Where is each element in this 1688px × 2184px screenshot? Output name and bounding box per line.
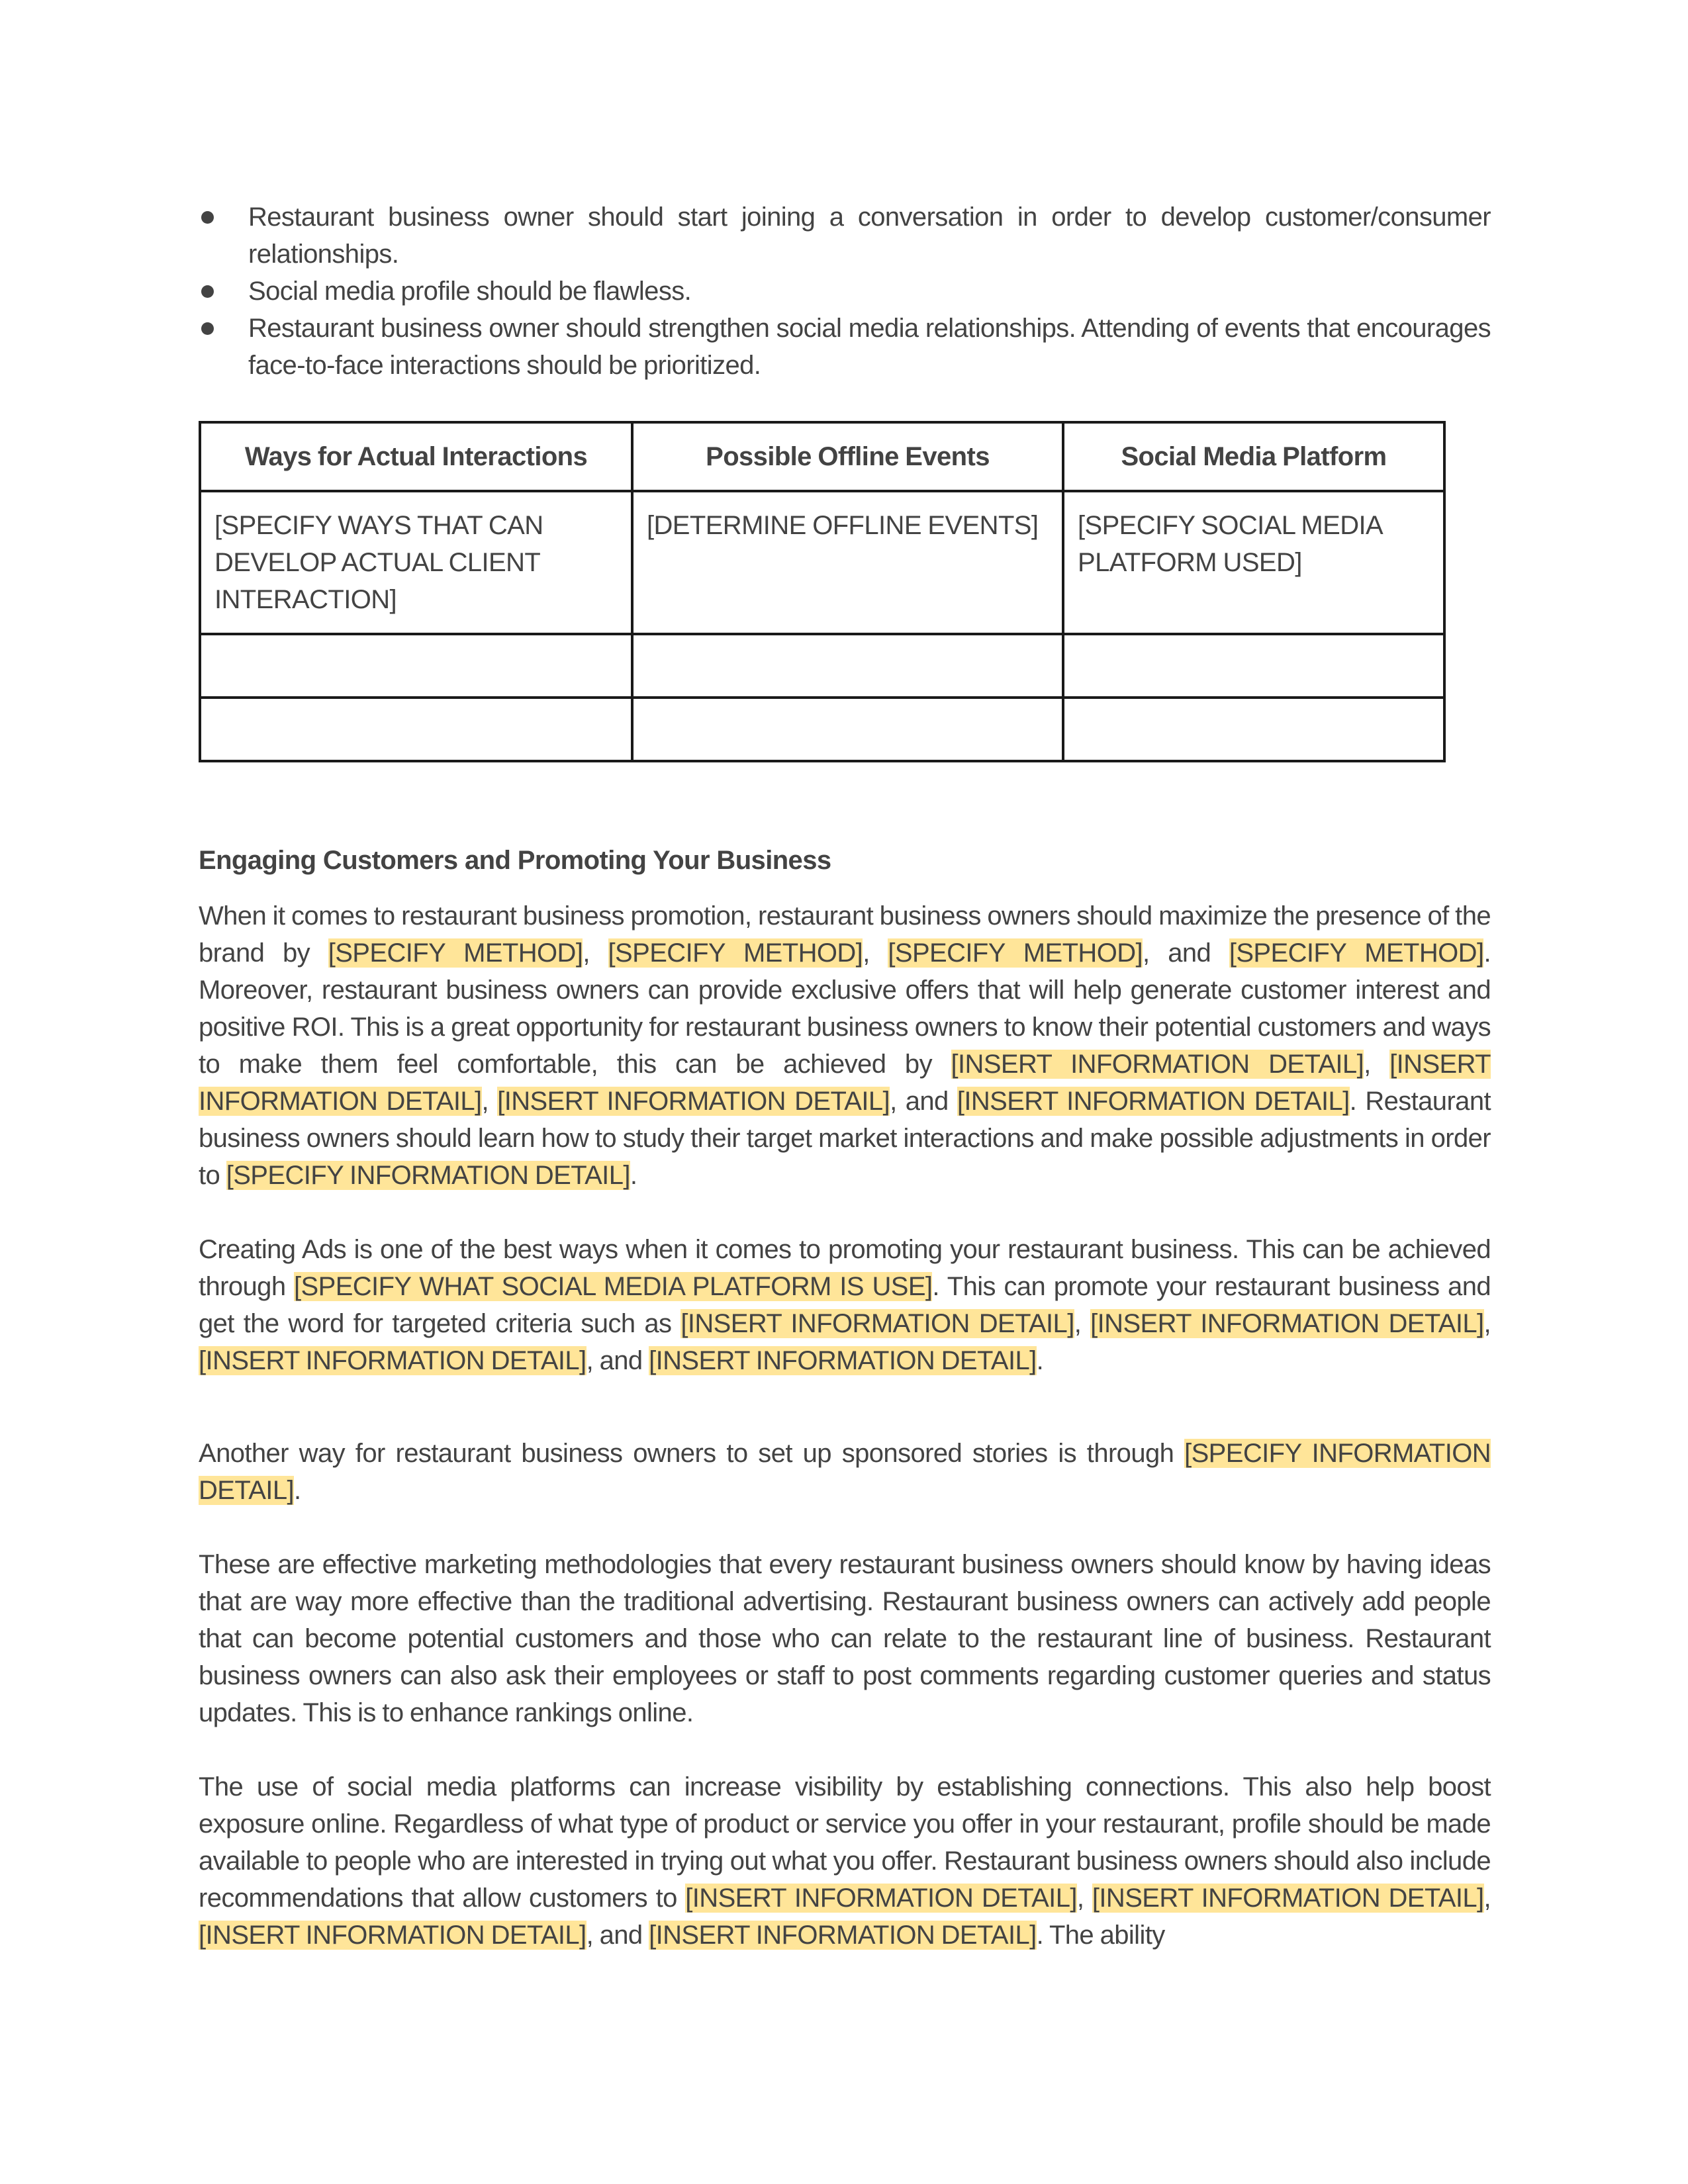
column-header-ways: Ways for Actual Interactions bbox=[200, 422, 632, 491]
paragraph-text: , and bbox=[890, 1087, 957, 1116]
table-cell[interactable] bbox=[1063, 634, 1444, 698]
table-cell[interactable]: [SPECIFY SOCIAL MEDIA PLATFORM USED] bbox=[1063, 491, 1444, 634]
table-cell[interactable] bbox=[200, 634, 632, 698]
paragraph-text: . bbox=[630, 1161, 637, 1190]
placeholder-field[interactable]: [INSERT INFORMATION DETAIL] bbox=[957, 1087, 1350, 1116]
paragraph-text: , and bbox=[1143, 938, 1229, 968]
placeholder-field[interactable]: [SPECIFY METHOD] bbox=[608, 938, 863, 968]
interactions-table bbox=[199, 421, 1446, 762]
placeholder-field[interactable]: [SPECIFY INFORMATION DETAIL] bbox=[199, 1439, 1491, 1505]
paragraph-text: , bbox=[1483, 1309, 1491, 1338]
bullet-item bbox=[199, 199, 1491, 273]
column-header-offline-events: Possible Offline Events bbox=[632, 422, 1063, 491]
paragraph-visibility bbox=[199, 1768, 1491, 1954]
placeholder-field[interactable]: [INSERT INFORMATION DETAIL] bbox=[199, 1346, 586, 1375]
paragraph-text: , and bbox=[586, 1921, 649, 1950]
table-row bbox=[200, 634, 1444, 698]
bullet-text: Social media profile should be flawless. bbox=[248, 277, 692, 306]
paragraph-text: . bbox=[1036, 1346, 1044, 1375]
document-page bbox=[199, 199, 1491, 384]
paragraph-creating-ads bbox=[199, 1231, 1491, 1379]
bullet-item bbox=[199, 273, 1491, 310]
placeholder-field[interactable]: [SPECIFY METHOD] bbox=[1229, 938, 1484, 968]
paragraph-text: , bbox=[481, 1087, 498, 1116]
paragraph-text: The use of social media platforms can increase visibility by establishing connections. This also help boost exposure online. Regardless of what type of product or service you offer in your restaurant, profile should be made available to people who are interested in trying out what you offer. Restaurant business owners should also include recommendations that allow customers to bbox=[199, 1772, 1491, 1913]
bullet-list bbox=[199, 199, 1491, 384]
column-header-social-platform: Social Media Platform bbox=[1063, 422, 1444, 491]
paragraph-text: , and bbox=[586, 1346, 649, 1375]
paragraph-text: , bbox=[1076, 1884, 1092, 1913]
bullet-icon bbox=[201, 211, 214, 224]
placeholder-field[interactable]: [INSERT INFORMATION DETAIL] bbox=[199, 1050, 1491, 1116]
section-heading: Engaging Customers and Promoting Your Business bbox=[199, 846, 831, 875]
bullet-text: Restaurant business owner should strengthen social media relationships. Attending of events that encourages face-to-face interactions should be prioritized. bbox=[248, 314, 1491, 380]
placeholder-field[interactable]: [SPECIFY METHOD] bbox=[888, 938, 1143, 968]
placeholder-field[interactable]: [INSERT INFORMATION DETAIL] bbox=[1092, 1884, 1484, 1913]
paragraph-text: , bbox=[1364, 1050, 1390, 1079]
bullet-text: Restaurant business owner should start joining a conversation in order to develop customer/consumer relationships. bbox=[248, 203, 1491, 269]
placeholder-field[interactable]: [INSERT INFORMATION DETAIL] bbox=[199, 1921, 586, 1950]
placeholder-field[interactable]: [SPECIFY METHOD] bbox=[328, 938, 583, 968]
table-cell[interactable]: [DETERMINE OFFLINE EVENTS] bbox=[632, 491, 1063, 634]
placeholder-field[interactable]: [INSERT INFORMATION DETAIL] bbox=[1090, 1309, 1484, 1338]
table-cell[interactable] bbox=[632, 634, 1063, 698]
table-header-row bbox=[200, 422, 1444, 491]
placeholder-field[interactable]: [INSERT INFORMATION DETAIL] bbox=[951, 1050, 1364, 1079]
placeholder-field[interactable]: [SPECIFY INFORMATION DETAIL] bbox=[226, 1161, 630, 1190]
paragraph-text: , bbox=[1483, 1884, 1491, 1913]
bullet-icon bbox=[201, 322, 214, 335]
paragraph-text: Another way for restaurant business owners to set up sponsored stories is through bbox=[199, 1439, 1185, 1468]
paragraph-text: , bbox=[863, 938, 888, 968]
paragraph-text: , bbox=[583, 938, 608, 968]
table-cell[interactable] bbox=[200, 698, 632, 761]
placeholder-field[interactable]: [INSERT INFORMATION DETAIL] bbox=[649, 1921, 1037, 1950]
bullet-item bbox=[199, 310, 1491, 384]
bullet-icon bbox=[201, 285, 214, 298]
paragraph-text: . The ability bbox=[1036, 1921, 1165, 1950]
paragraph-methodologies bbox=[199, 1546, 1491, 1731]
paragraph-text: . bbox=[293, 1476, 301, 1505]
paragraph-text: These are effective marketing methodologies that every restaurant business owners should know by having ideas that are way more effective than the traditional advertising. Restaurant business owners can actively add people that can become potential customers and those who can relate to the restaurant line of business. Restaurant business owners can also ask their employees or staff to post comments regarding customer queries and status updates. This is to enhance rankings online. bbox=[199, 1550, 1491, 1727]
placeholder-field[interactable]: [INSERT INFORMATION DETAIL] bbox=[685, 1884, 1077, 1913]
paragraph-text: . Restaurant business owners should learn how to study their target market interactions and make possible adjustments in order to bbox=[199, 1087, 1491, 1190]
table-cell[interactable]: [SPECIFY WAYS THAT CAN DEVELOP ACTUAL CLIENT INTERACTION] bbox=[200, 491, 632, 634]
table-row bbox=[200, 491, 1444, 634]
placeholder-field[interactable]: [SPECIFY WHAT SOCIAL MEDIA PLATFORM IS USE] bbox=[294, 1272, 933, 1301]
placeholder-field[interactable]: [INSERT INFORMATION DETAIL] bbox=[497, 1087, 890, 1116]
placeholder-field[interactable]: [INSERT INFORMATION DETAIL] bbox=[680, 1309, 1074, 1338]
paragraph-text: . This can promote your restaurant business and get the word for targeted criteria such as bbox=[199, 1272, 1491, 1338]
paragraph-text: When it comes to restaurant business promotion, restaurant business owners should maximize the presence of the brand by bbox=[199, 901, 1491, 968]
paragraph-text: . Moreover, restaurant business owners can provide exclusive offers that will help generate customer interest and positive ROI. This is a great opportunity for restaurant business owners to know their potential customers and ways to make them feel comfortable, this can be achieved by bbox=[199, 938, 1491, 1079]
paragraph-text: Creating Ads is one of the best ways when it comes to promoting your restaurant business. This can be achieved through bbox=[199, 1235, 1491, 1301]
table-cell[interactable] bbox=[632, 698, 1063, 761]
paragraph-promotion bbox=[199, 897, 1491, 1194]
table-row bbox=[200, 698, 1444, 761]
paragraph-sponsored-stories bbox=[199, 1435, 1491, 1509]
table-cell[interactable] bbox=[1063, 698, 1444, 761]
placeholder-field[interactable]: [INSERT INFORMATION DETAIL] bbox=[649, 1346, 1037, 1375]
paragraph-text: , bbox=[1074, 1309, 1091, 1338]
